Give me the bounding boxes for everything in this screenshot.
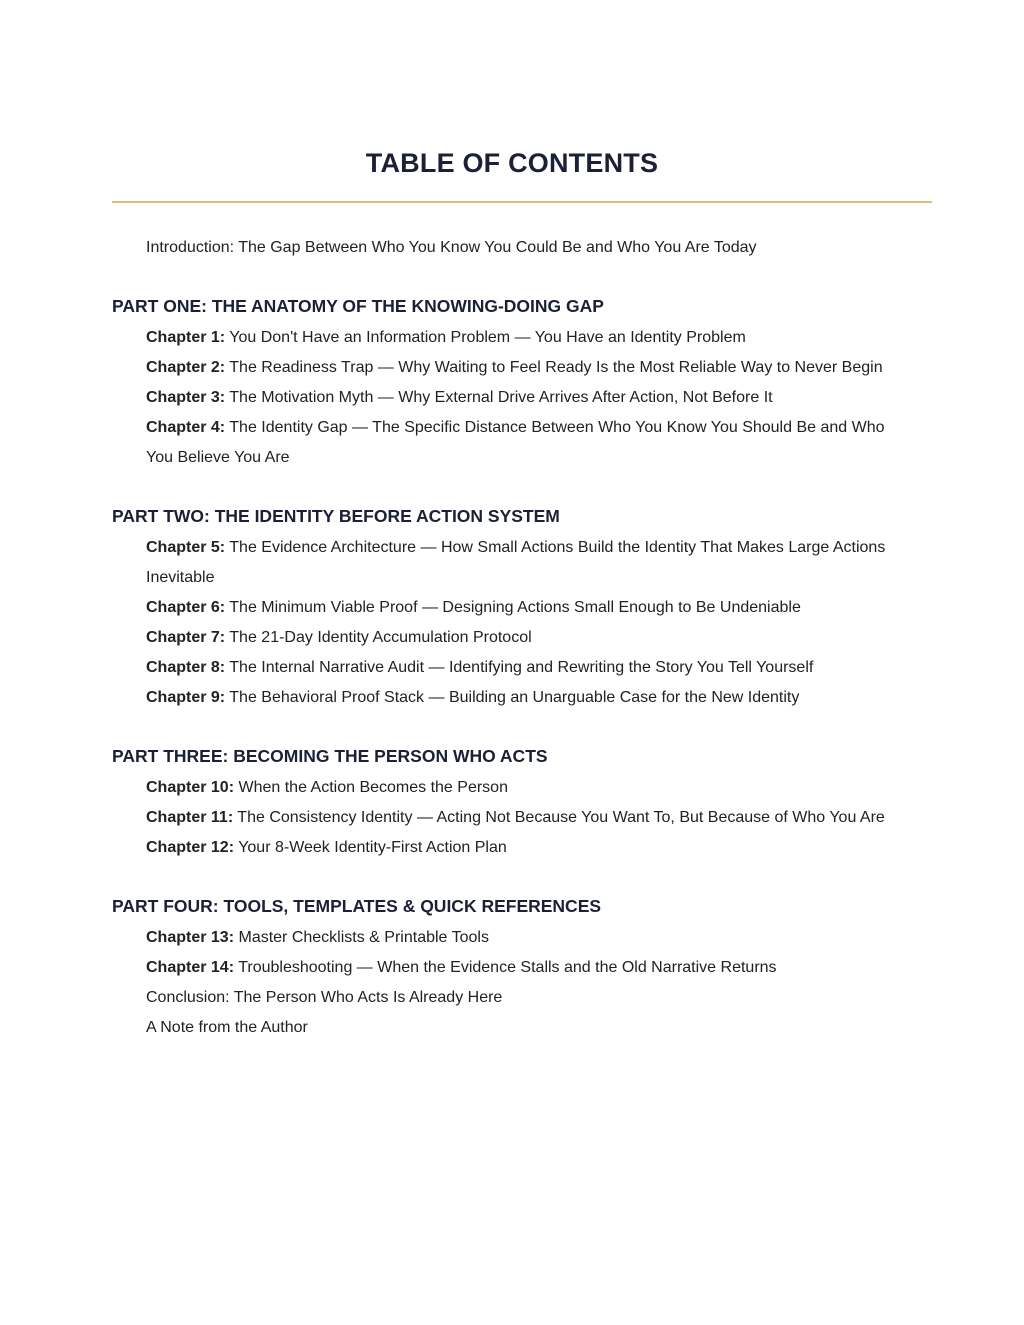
toc-entry-chapter-4[interactable]: [146, 413, 912, 473]
chapter-label: Chapter 3:: [146, 389, 226, 406]
chapter-title: The Identity Gap — The Specific Distance Between Who You Know You Should Be and Who You Believe You Are: [146, 419, 885, 466]
chapter-label: Chapter 6:: [146, 599, 226, 616]
chapter-label: Chapter 5:: [146, 539, 226, 556]
part-heading: PART FOUR: TOOLS, TEMPLATES & QUICK REFERENCES: [112, 896, 602, 916]
chapter-title: Master Checklists & Printable Tools: [238, 929, 489, 946]
chapter-label: Chapter 2:: [146, 359, 226, 376]
chapter-title: When the Action Becomes the Person: [238, 779, 508, 796]
part-heading: PART THREE: BECOMING THE PERSON WHO ACTS: [112, 746, 548, 766]
toc-entry-chapter-7[interactable]: [146, 623, 912, 653]
title-divider: [112, 201, 932, 203]
chapter-label: Chapter 1:: [146, 329, 226, 346]
chapter-title: The 21-Day Identity Accumulation Protocol: [229, 629, 532, 646]
chapter-label: Chapter 8:: [146, 659, 226, 676]
toc-entry-author-note[interactable]: A Note from the Author: [146, 1019, 308, 1036]
chapter-title: The Internal Narrative Audit — Identifying and Rewriting the Story You Tell Yourself: [229, 659, 814, 676]
chapter-title: The Evidence Architecture — How Small Actions Build the Identity That Makes Large Actions Inevitable: [146, 539, 886, 586]
chapter-label: Chapter 9:: [146, 689, 226, 706]
chapter-title: The Behavioral Proof Stack — Building an Unarguable Case for the New Identity: [229, 689, 800, 706]
chapter-label: Chapter 4:: [146, 419, 226, 436]
part-four: [112, 891, 912, 1043]
chapter-title: The Motivation Myth — Why External Drive Arrives After Action, Not Before It: [229, 389, 773, 406]
part-heading: PART TWO: THE IDENTITY BEFORE ACTION SYSTEM: [112, 506, 560, 526]
toc-entry-chapter-6[interactable]: [146, 593, 912, 623]
toc-entry-chapter-10[interactable]: [146, 773, 912, 803]
chapter-label: Chapter 13:: [146, 929, 235, 946]
toc-entry-chapter-14[interactable]: [146, 953, 912, 983]
chapter-title: The Consistency Identity — Acting Not Because You Want To, But Because of Who You Are: [237, 809, 885, 826]
chapter-label: Chapter 7:: [146, 629, 226, 646]
chapter-label: Chapter 14:: [146, 959, 235, 976]
chapter-label: Chapter 11:: [146, 809, 234, 826]
toc-entry-chapter-9[interactable]: [146, 683, 912, 713]
part-one: [112, 291, 912, 473]
toc-entry-introduction[interactable]: Introduction: The Gap Between Who You Know You Could Be and Who You Are Today: [146, 239, 757, 256]
chapter-label: Chapter 10:: [146, 779, 235, 796]
chapter-title: You Don't Have an Information Problem — You Have an Identity Problem: [229, 329, 746, 346]
part-heading: PART ONE: THE ANATOMY OF THE KNOWING-DOING GAP: [112, 296, 604, 316]
toc-entry-chapter-1[interactable]: [146, 323, 912, 353]
chapter-title: The Minimum Viable Proof — Designing Actions Small Enough to Be Undeniable: [229, 599, 801, 616]
toc-entry-chapter-8[interactable]: [146, 653, 912, 683]
page-title: TABLE OF CONTENTS: [365, 148, 659, 178]
toc-entry-chapter-12[interactable]: [146, 833, 912, 863]
part-two: [112, 501, 912, 713]
part-three: [112, 741, 912, 863]
chapter-title: Troubleshooting — When the Evidence Stalls and the Old Narrative Returns: [238, 959, 777, 976]
toc-entry-chapter-5[interactable]: [146, 533, 912, 593]
toc-entry-conclusion[interactable]: Conclusion: The Person Who Acts Is Already Here: [146, 989, 503, 1006]
chapter-label: Chapter 12:: [146, 839, 235, 856]
chapter-title: The Readiness Trap — Why Waiting to Feel Ready Is the Most Reliable Way to Never Begin: [229, 359, 883, 376]
toc-entry-chapter-3[interactable]: [146, 383, 912, 413]
toc-entry-chapter-11[interactable]: [146, 803, 912, 833]
chapter-title: Your 8-Week Identity-First Action Plan: [238, 839, 507, 856]
toc-entry-chapter-2[interactable]: [146, 353, 912, 383]
toc-list: [112, 233, 912, 1071]
toc-entry-chapter-13[interactable]: [146, 923, 912, 953]
